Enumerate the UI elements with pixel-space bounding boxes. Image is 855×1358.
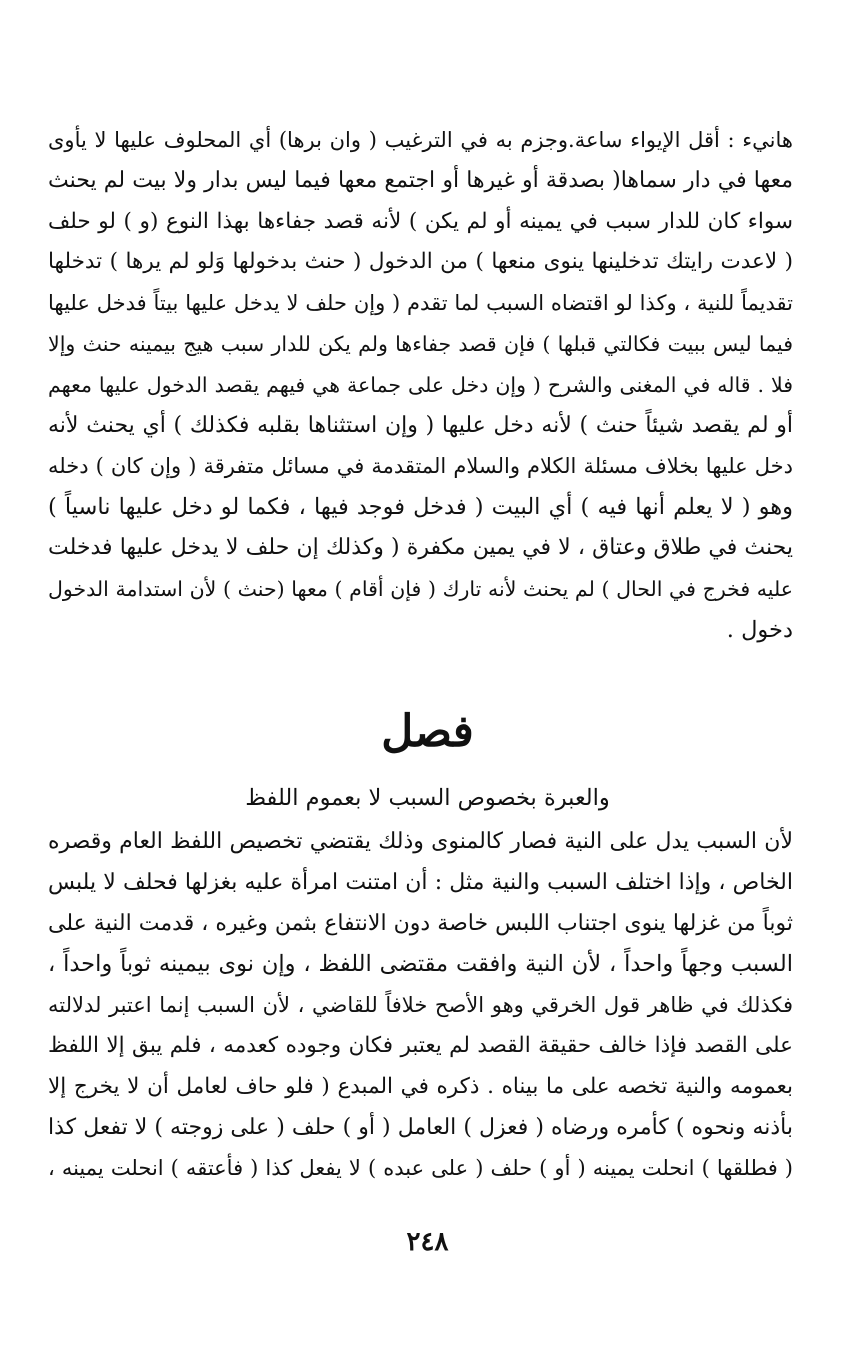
text-line: بعمومه والنية تخصه على ما بيناه . ذكره في المبدع ( فلو حاف لعامل أن لا يخرج إلا [48,1073,793,1099]
text-line: يحنث في طلاق وعتاق ، لا في يمين مكفرة ( وكذلك إن حلف لا يدخل عليها فدخلت [48,534,793,560]
text-line: لأن السبب يدل على النية فصار كالمنوى وذلك يقتضي تخصيص اللفظ العام وقصره [48,829,793,854]
text-line: ( لاعدت رايتك تدخلينها ينوى منعها ) من الدخول ( حنث بدخولها وَلو لم يرها ) تدخلها [48,249,793,275]
text-line: دخل عليها بخلاف مسئلة الكلام والسلام المتقدمة في مسائل متفرقة ( وإن كان ) دخله [48,454,793,479]
text-line: سواء كان للدار سبب في يمينه أو لم يكن ) لأنه قصد جفاءها بهذا النوع (و ) لو حلف [48,208,793,234]
text-line: ( فطلقها ) انحلت يمينه ( أو ) حلف ( على عبده ) لا يفعل كذا ( فأعتقه ) انحلت يمينه ، [48,1156,793,1181]
text-line: دخول . [726,616,793,643]
text-line: ثوباً من غزلها ينوى اجتناب اللبس خاصة دون الانتفاع بثمن وغيره ، قدمت النية على [48,910,793,936]
text-line: هانيء : أقل الإيواء ساعة.وجزم به في الترغيب ( وان برها) أي المحلوف عليها لا يأوى [48,128,793,152]
text-line: تقديماً للنية ، وكذا لو اقتضاه السبب لما تقدم ( وإن حلف لا يدخل عليها بيتاً فدخل عليها [48,291,793,316]
page-number: ٢٤٨ [406,1227,449,1257]
chapter-subtitle: والعبرة بخصوص السبب لا بعموم اللفظ [245,785,610,811]
chapter-title: فصل [381,706,474,757]
text-line: فكذلك في ظاهر قول الخرقي وهو الأصح خلافاً للقاضي ، لأن السبب إنما اعتبر لدلالته [48,993,793,1018]
text-line: بأذنه ونحوه ) كأمره ورضاه ( فعزل ) العامل ( أو ) حلف ( على زوجته ) لا تفعل كذا [48,1114,793,1140]
top-paragraph [48,120,793,650]
text-line: وهو ( لا يعلم أنها فيه ) أي البيت ( فدخل فوجد فيها ، فكما لو دخل عليها ناسياً ) [48,494,793,521]
text-line: الخاص ، وإذا اختلف السبب والنية مثل : أن امتنت امرأة عليه بغزلها فحلف لا يلبس [48,869,793,895]
text-line: معها في دار سماها( بصدقة أو غيرها أو اجتمع معها فيما ليس بدار ولا بيت لم يحنث [48,167,793,193]
text-line: فيما ليس ببيت فكالتي قبلها ) فإن قصد جفاءها ولم يكن للدار سبب هيج بيمينه حنث وإلا [48,331,793,356]
text-line: عليه فخرج في الحال ) لم يحنث لأنه تارك ( فإن أقام ) معها (حنث ) لأن استدامة الدخول [48,576,793,601]
text-line: فلا . قاله في المغنى والشرح ( وإن دخل على جماعة هي فيهم يقصد الدخول عليها معهم [48,372,793,397]
text-line: أو لم يقصد شيئاً حنث ) لأنه دخل عليها ( وإن استثناها بقلبه فكذلك ) أي يحنث لأنه [48,412,793,438]
text-line: السبب وجهاً واحداً ، لأن النية وافقت مقتضى اللفظ ، وإن نوى بيمينه ثوباً واحداً ، [48,951,793,978]
second-paragraph [48,822,793,1189]
text-line: على القصد فإذا خالف حقيقة القصد لم يعتبر فكان وجوده كعدمه ، فلم يبق إلا اللفظ [48,1032,793,1058]
